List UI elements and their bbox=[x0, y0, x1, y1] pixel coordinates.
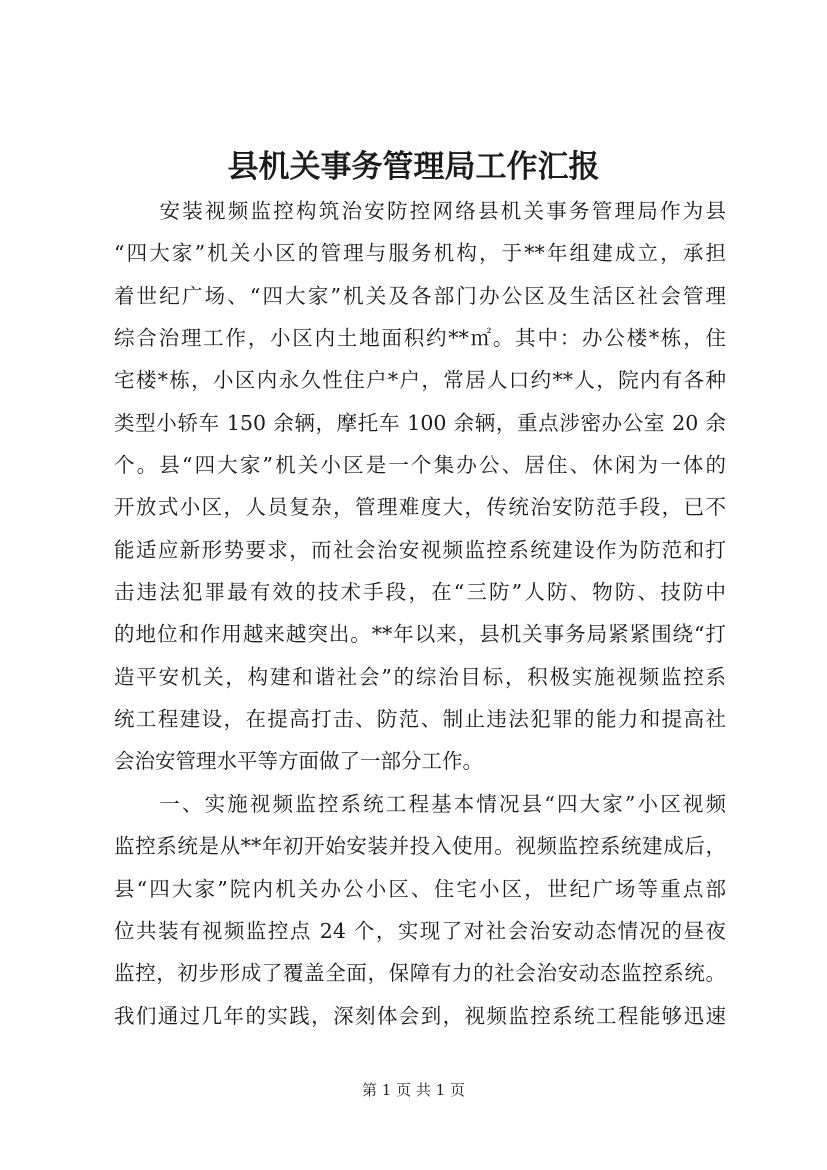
body-line: 个。县“四大家”机关小区是一个集办公、居住、休闲为一体的 bbox=[114, 453, 726, 478]
body-line: 统工程建设，在提高打击、防范、制止违法犯罪的能力和提高社 bbox=[114, 707, 726, 732]
body-line: 县“四大家”院内机关办公小区、住宅小区，世纪广场等重点部 bbox=[114, 876, 726, 901]
page-footer: 第 1 页 共 1 页 bbox=[362, 1081, 465, 1099]
body-line: 类型小轿车 150 余辆，摩托车 100 余辆，重点涉密办公室 20 余 bbox=[114, 410, 726, 435]
document-title: 县机关事务管理局工作汇报 bbox=[227, 149, 600, 185]
body-line: 安装视频监控构筑治安防控网络县机关事务管理局作为县 bbox=[114, 199, 726, 223]
body-line: 造平安机关，构建和谐社会”的综治目标，积极实施视频监控系 bbox=[114, 664, 726, 689]
body-line: 会治安管理水平等方面做了一部分工作。 bbox=[114, 749, 483, 774]
body-line: 击违法犯罪最有效的技术手段，在“三防”人防、物防、技防中 bbox=[114, 580, 726, 605]
body-line: “四大家”机关小区的管理与服务机构，于**年组建成立，承担 bbox=[114, 241, 726, 266]
body-line: 着世纪广场、“四大家”机关及各部门办公区及生活区社会管理 bbox=[114, 283, 726, 308]
body-line: 监控系统是从**年初开始安装并投入使用。视频监控系统建成后， bbox=[114, 834, 726, 859]
body-line: 开放式小区，人员复杂，管理难度大，传统治安防范手段，已不 bbox=[114, 495, 726, 520]
body-line: 综合治理工作，小区内土地面积约**㎡。其中：办公楼*栋，住 bbox=[114, 326, 726, 351]
body-line: 宅楼*栋，小区内永久性住户*户，常居人口约**人，院内有各种 bbox=[114, 368, 726, 393]
body-line: 我们通过几年的实践，深刻体会到，视频监控系统工程能够迅速 bbox=[114, 1003, 726, 1028]
body-line: 的地位和作用越来越突出。**年以来，县机关事务局紧紧围绕“打 bbox=[114, 622, 726, 647]
body-line: 位共装有视频监控点 24 个，实现了对社会治安动态情况的昼夜 bbox=[114, 918, 726, 943]
body-line: 监控，初步形成了覆盖全面，保障有力的社会治安动态监控系统。 bbox=[114, 961, 726, 986]
body-line: 能适应新形势要求，而社会治安视频监控系统建设作为防范和打 bbox=[114, 537, 726, 562]
document-body bbox=[114, 190, 726, 1037]
body-line: 一、实施视频监控系统工程基本情况县“四大家”小区视频 bbox=[114, 791, 726, 816]
